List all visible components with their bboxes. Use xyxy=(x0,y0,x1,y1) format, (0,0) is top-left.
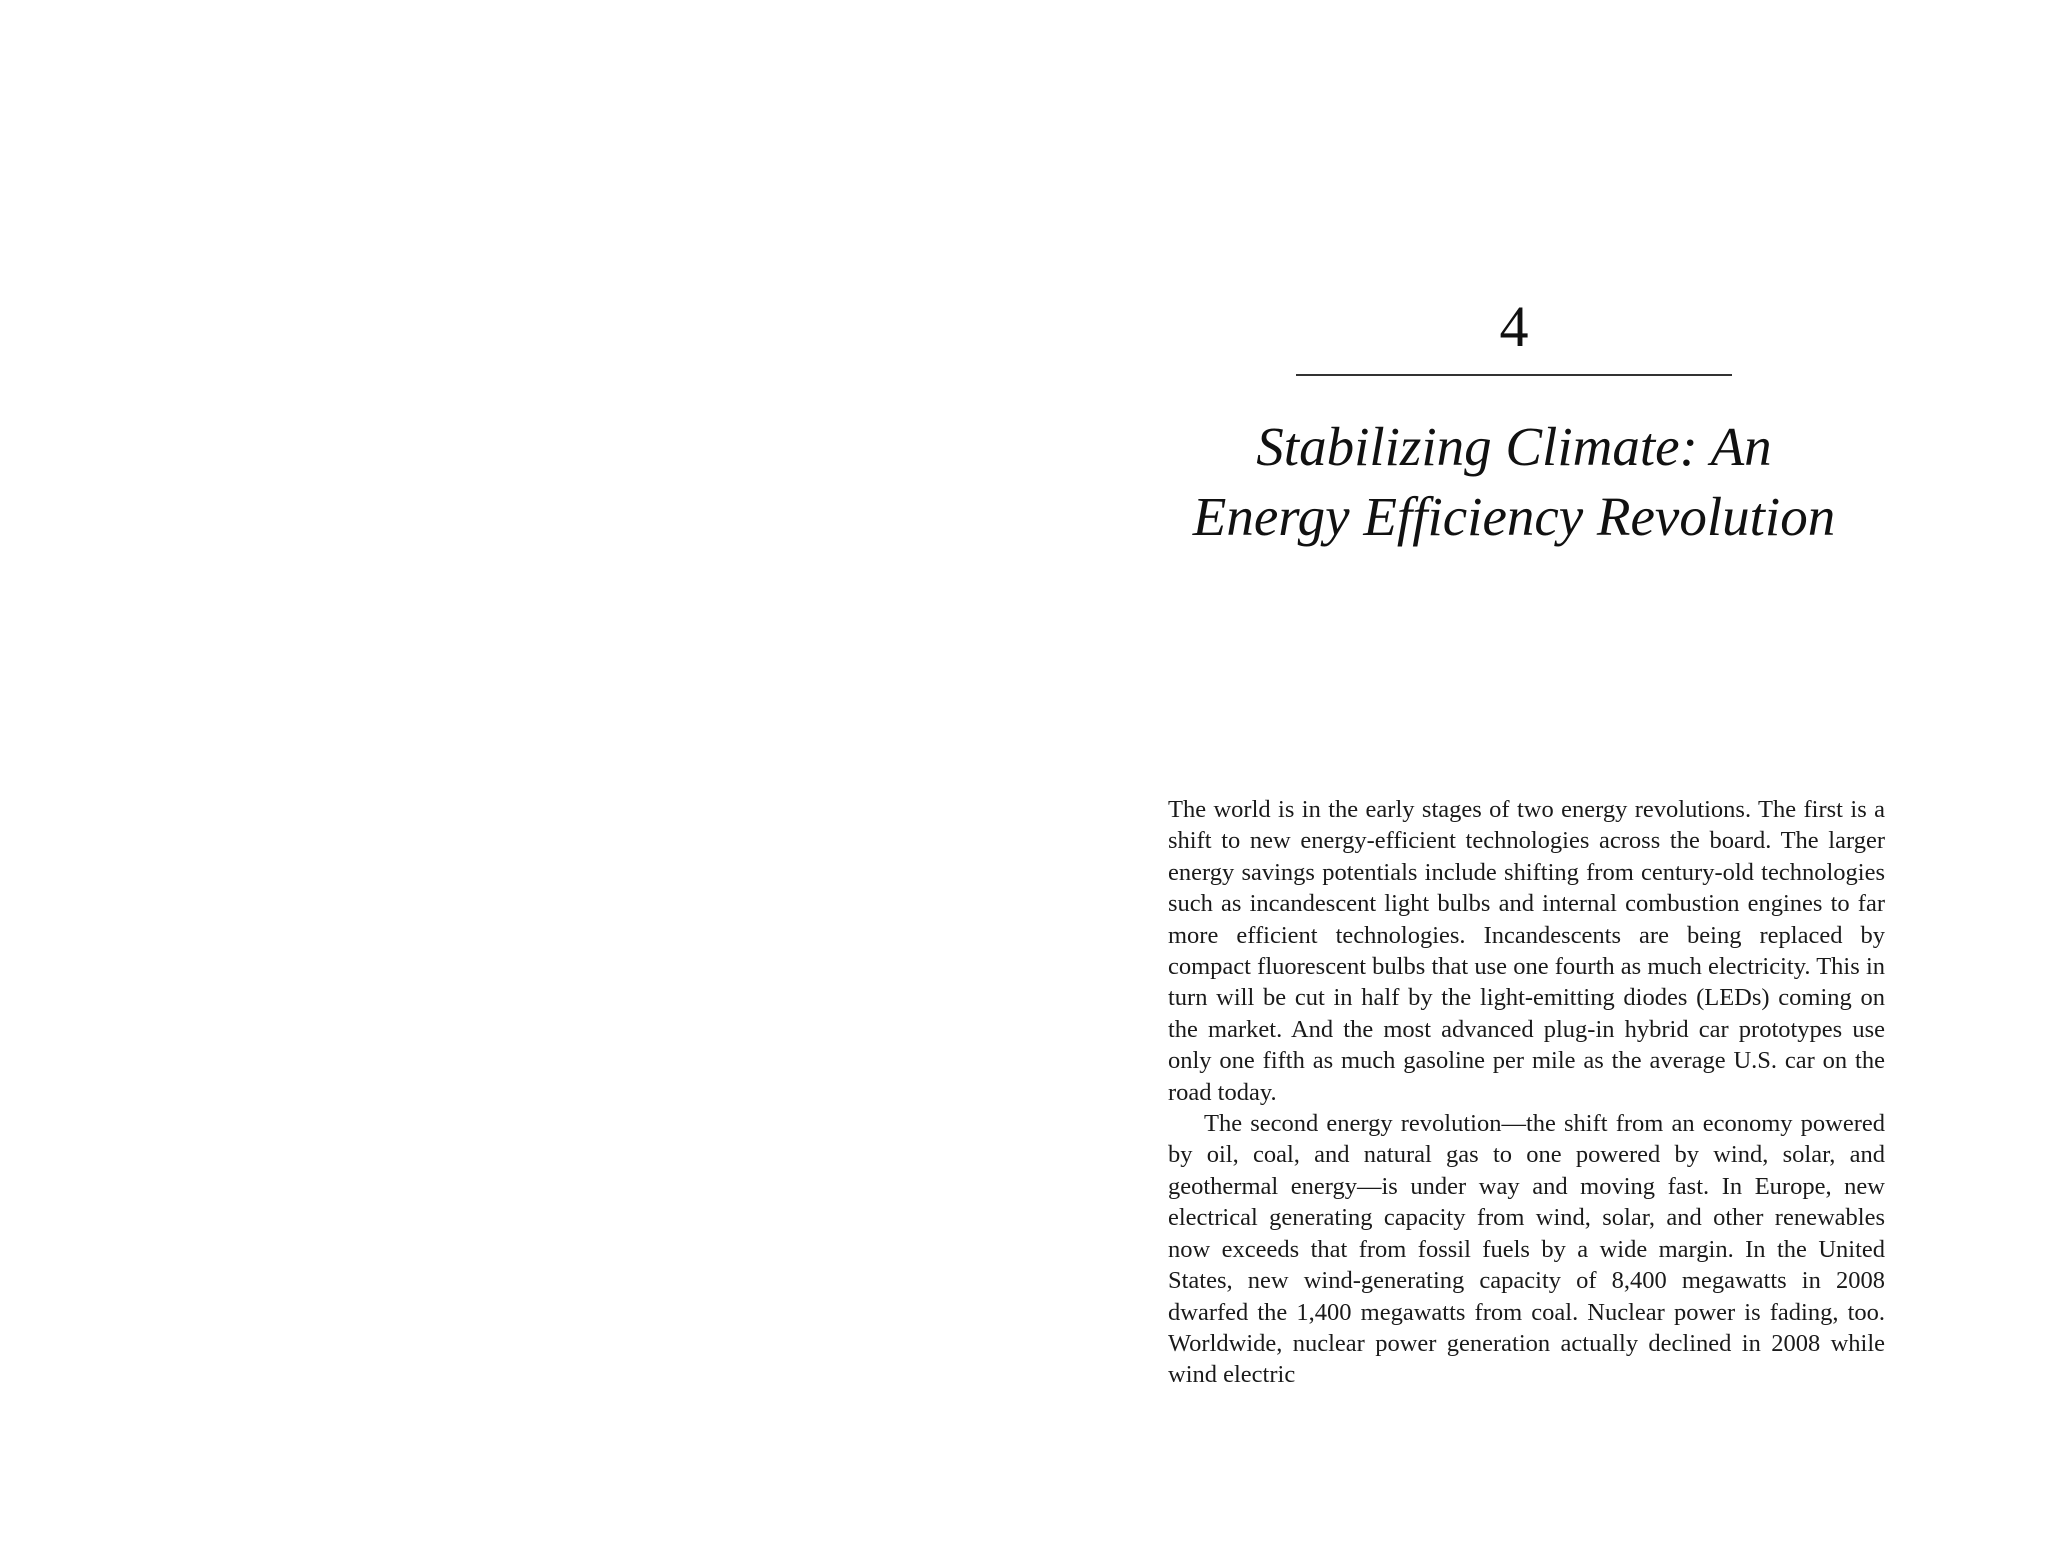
chapter-title-line-2: Energy Efficiency Revolution xyxy=(1192,486,1836,547)
chapter-title-line-1: Stabilizing Climate: An xyxy=(1256,416,1772,477)
body-paragraph-2: The second energy revolution—the shift from an economy powered by oil, coal, and natural gas to one powered by wind, solar, and geothermal energy—is under way and moving fast. In Europe, new electrical generating capacity from wind, solar, and other renewables now exceeds that from fossil fuels by a wide margin. In the United States, new wind-generating capacity of 8,400 megawatts in 2008 dwarfed the 1,400 megawatts from coal. Nuclear power is fading, too. Worldwide, nuclear power generation actually declined in 2008 while wind electric xyxy=(1168,1110,1885,1389)
chapter-divider-rule xyxy=(1296,374,1732,376)
right-page xyxy=(1024,0,2048,1567)
body-paragraph-1: The world is in the early stages of two energy revolutions. The first is a shift to new energy-efficient technologies across the board. The larger energy savings potentials include shifting from century-old technologies such as incandescent light bulbs and internal combustion engines to far more efficient technologies. Incandescents are being replaced by compact fluorescent bulbs that use one fourth as much electricity. This in turn will be cut in half by the light-emitting diodes (LEDs) coming on the market. And the most advanced plug-in hybrid car prototypes use only one fifth as much gasoline per mile as the average U.S. car on the road today. xyxy=(1168,796,1885,1106)
chapter-title xyxy=(1144,412,1884,552)
chapter-number: 4 xyxy=(1499,294,1529,359)
chapter-body-text xyxy=(1168,794,1885,1391)
